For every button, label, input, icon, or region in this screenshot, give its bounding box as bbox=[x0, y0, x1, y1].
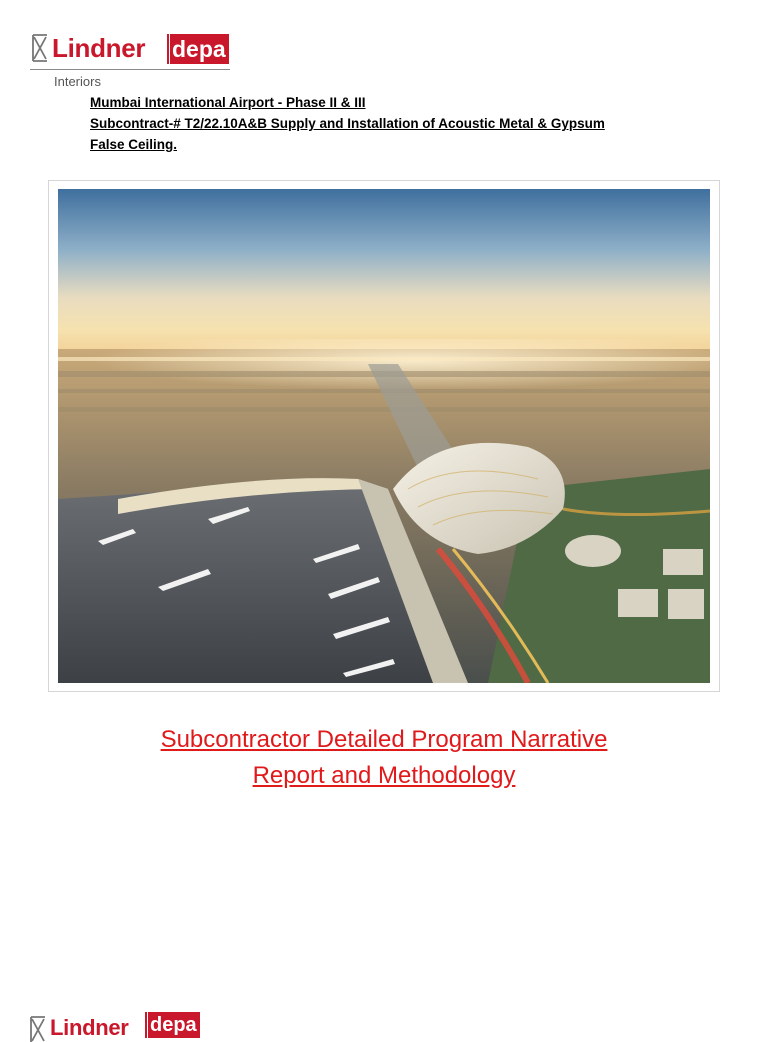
lindner-mark-icon bbox=[30, 1016, 46, 1042]
company-logo bbox=[30, 30, 230, 92]
airport-rendering-image bbox=[58, 189, 710, 683]
footer-logo-separator bbox=[145, 1012, 147, 1038]
document-title-line-2: Report and Methodology bbox=[252, 762, 516, 789]
lindner-mark-icon bbox=[32, 34, 48, 62]
logo-partner-text: depa bbox=[170, 34, 229, 64]
logo-separator bbox=[167, 34, 169, 64]
project-line-3: False Ceiling. bbox=[90, 137, 178, 152]
logo-brand-text: Lindner bbox=[52, 33, 146, 63]
project-line-2: Subcontract-# T2/22.10A&B Supply and Installation of Acoustic Metal & Gypsum bbox=[90, 116, 605, 131]
airport-rendering-frame bbox=[48, 180, 720, 692]
footer-logo-brand-text: Lindner bbox=[50, 1015, 129, 1040]
project-heading bbox=[90, 92, 690, 155]
document-title bbox=[0, 722, 768, 794]
logo-rule bbox=[30, 69, 230, 70]
footer-logo bbox=[28, 1012, 228, 1042]
logo-division-text: Interiors bbox=[54, 74, 101, 89]
project-line-1: Mumbai International Airport - Phase II & III bbox=[90, 95, 366, 110]
footer-logo-partner-text: depa bbox=[148, 1012, 200, 1038]
document-title-line-1: Subcontractor Detailed Program Narrative bbox=[160, 726, 608, 753]
